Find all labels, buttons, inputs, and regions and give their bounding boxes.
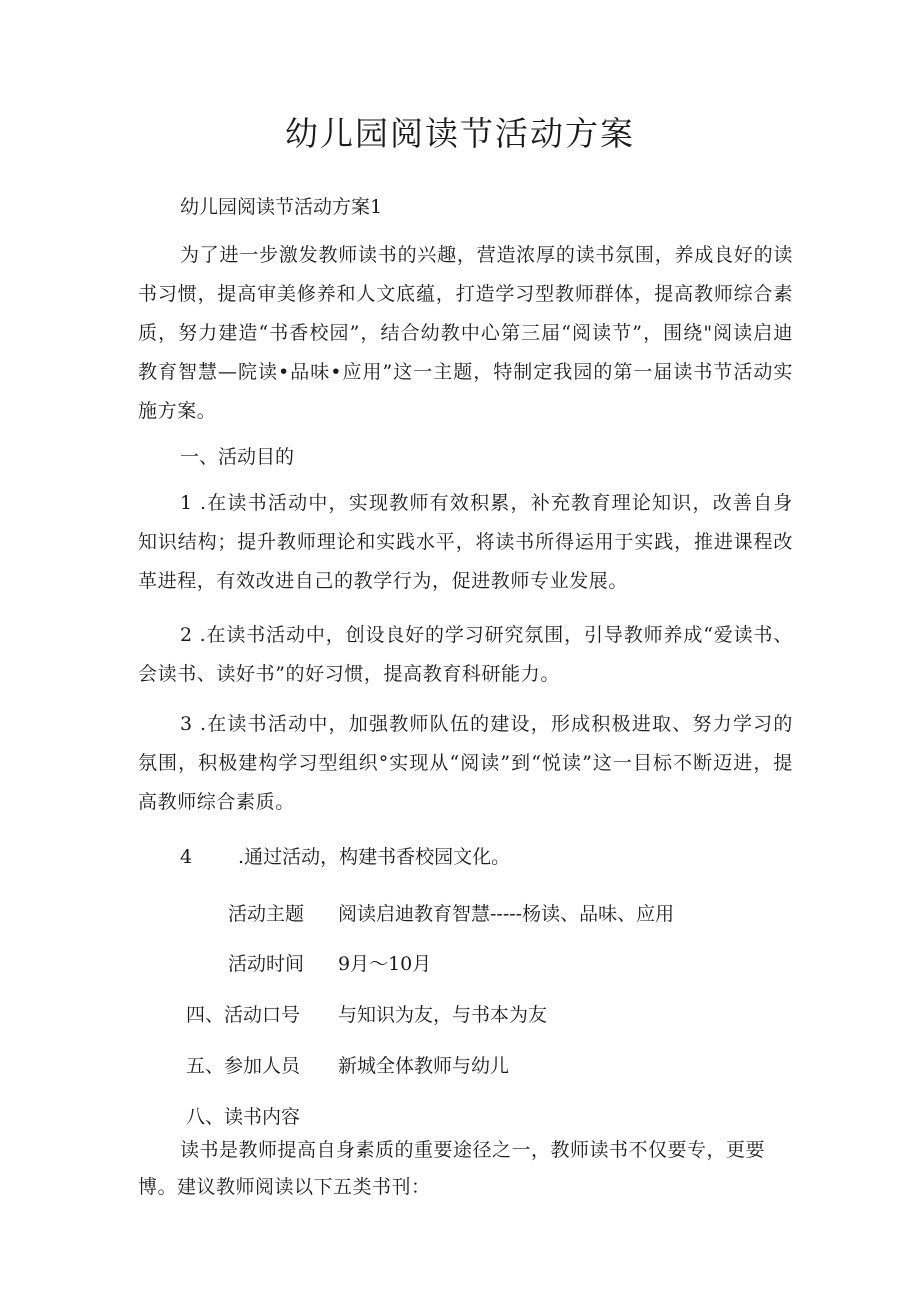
purpose-item-4 (180, 842, 510, 869)
section-heading-purpose: 一、活动目的 (180, 446, 295, 468)
activity-slogan-row (186, 1000, 547, 1027)
participants-label: 五、参加人员 (186, 1055, 301, 1077)
document-title: 幼儿园阅读节活动方案 (285, 114, 635, 153)
item-4-number: 4 (180, 846, 193, 868)
time-label: 活动时间 (228, 953, 305, 975)
activity-theme-row (228, 899, 674, 926)
activity-time-row (228, 949, 431, 976)
intro-paragraph: 为了进一步激发教师读书的兴趣，营造浓厚的读书氛围，养成良好的读书习惯，提高审美修养和人文底蕴，打造学习型教师群体，提高教师综合素质，努力建造“书香校园”，结合幼教中心第三届“阅读节”，围绕"阅读启迪教育智慧—院读•品味•应用”这一主题，特制定我园的第一届读书节活动实施方案。 (138, 244, 793, 422)
participants-value: 新城全体教师与幼儿 (338, 1055, 510, 1077)
purpose-item-3: 3 .在读书活动中，加强教师队伍的建设，形成积极进取、努力学习的氛围，积极建构学习型组织°实现从“阅读”到“悦读”这一目标不断迈进，提高教师综合素质。 (138, 713, 793, 813)
purpose-item-1: 1 .在读书活动中，实现教师有效积累，补充教育理论知识，改善自身知识结构；提升教师理论和实践水平，将读书所得运用于实践，推进课程改革进程，有效改进自己的教学行为，促进教师专业发展。 (138, 492, 793, 592)
theme-label: 活动主题 (228, 903, 305, 925)
reading-content-paragraph: 读书是教师提高自身素质的重要途径之一，教师读书不仅要专，更要博。建议教师阅读以下五类书刊： (138, 1139, 766, 1198)
slogan-label: 四、活动口号 (186, 1004, 301, 1026)
purpose-item-2: 2 .在读书活动中，创设良好的学习研究氛围，引导教师养成“爱读书、会读书、读好书”的好习惯，提高教育科研能力。 (138, 624, 793, 685)
item-4-text: .通过活动，构建书香校园文化。 (232, 846, 511, 868)
time-value: 9月～10月 (338, 953, 432, 975)
theme-value: 阅读启迪教育智慧-----杨读、品味、应用 (338, 903, 675, 925)
document-subtitle: 幼儿园阅读节活动方案1 (180, 196, 383, 218)
slogan-value: 与知识为友，与书本为友 (338, 1004, 548, 1026)
section-heading-reading-content: 八、读书内容 (186, 1106, 301, 1128)
participants-row (186, 1051, 509, 1078)
